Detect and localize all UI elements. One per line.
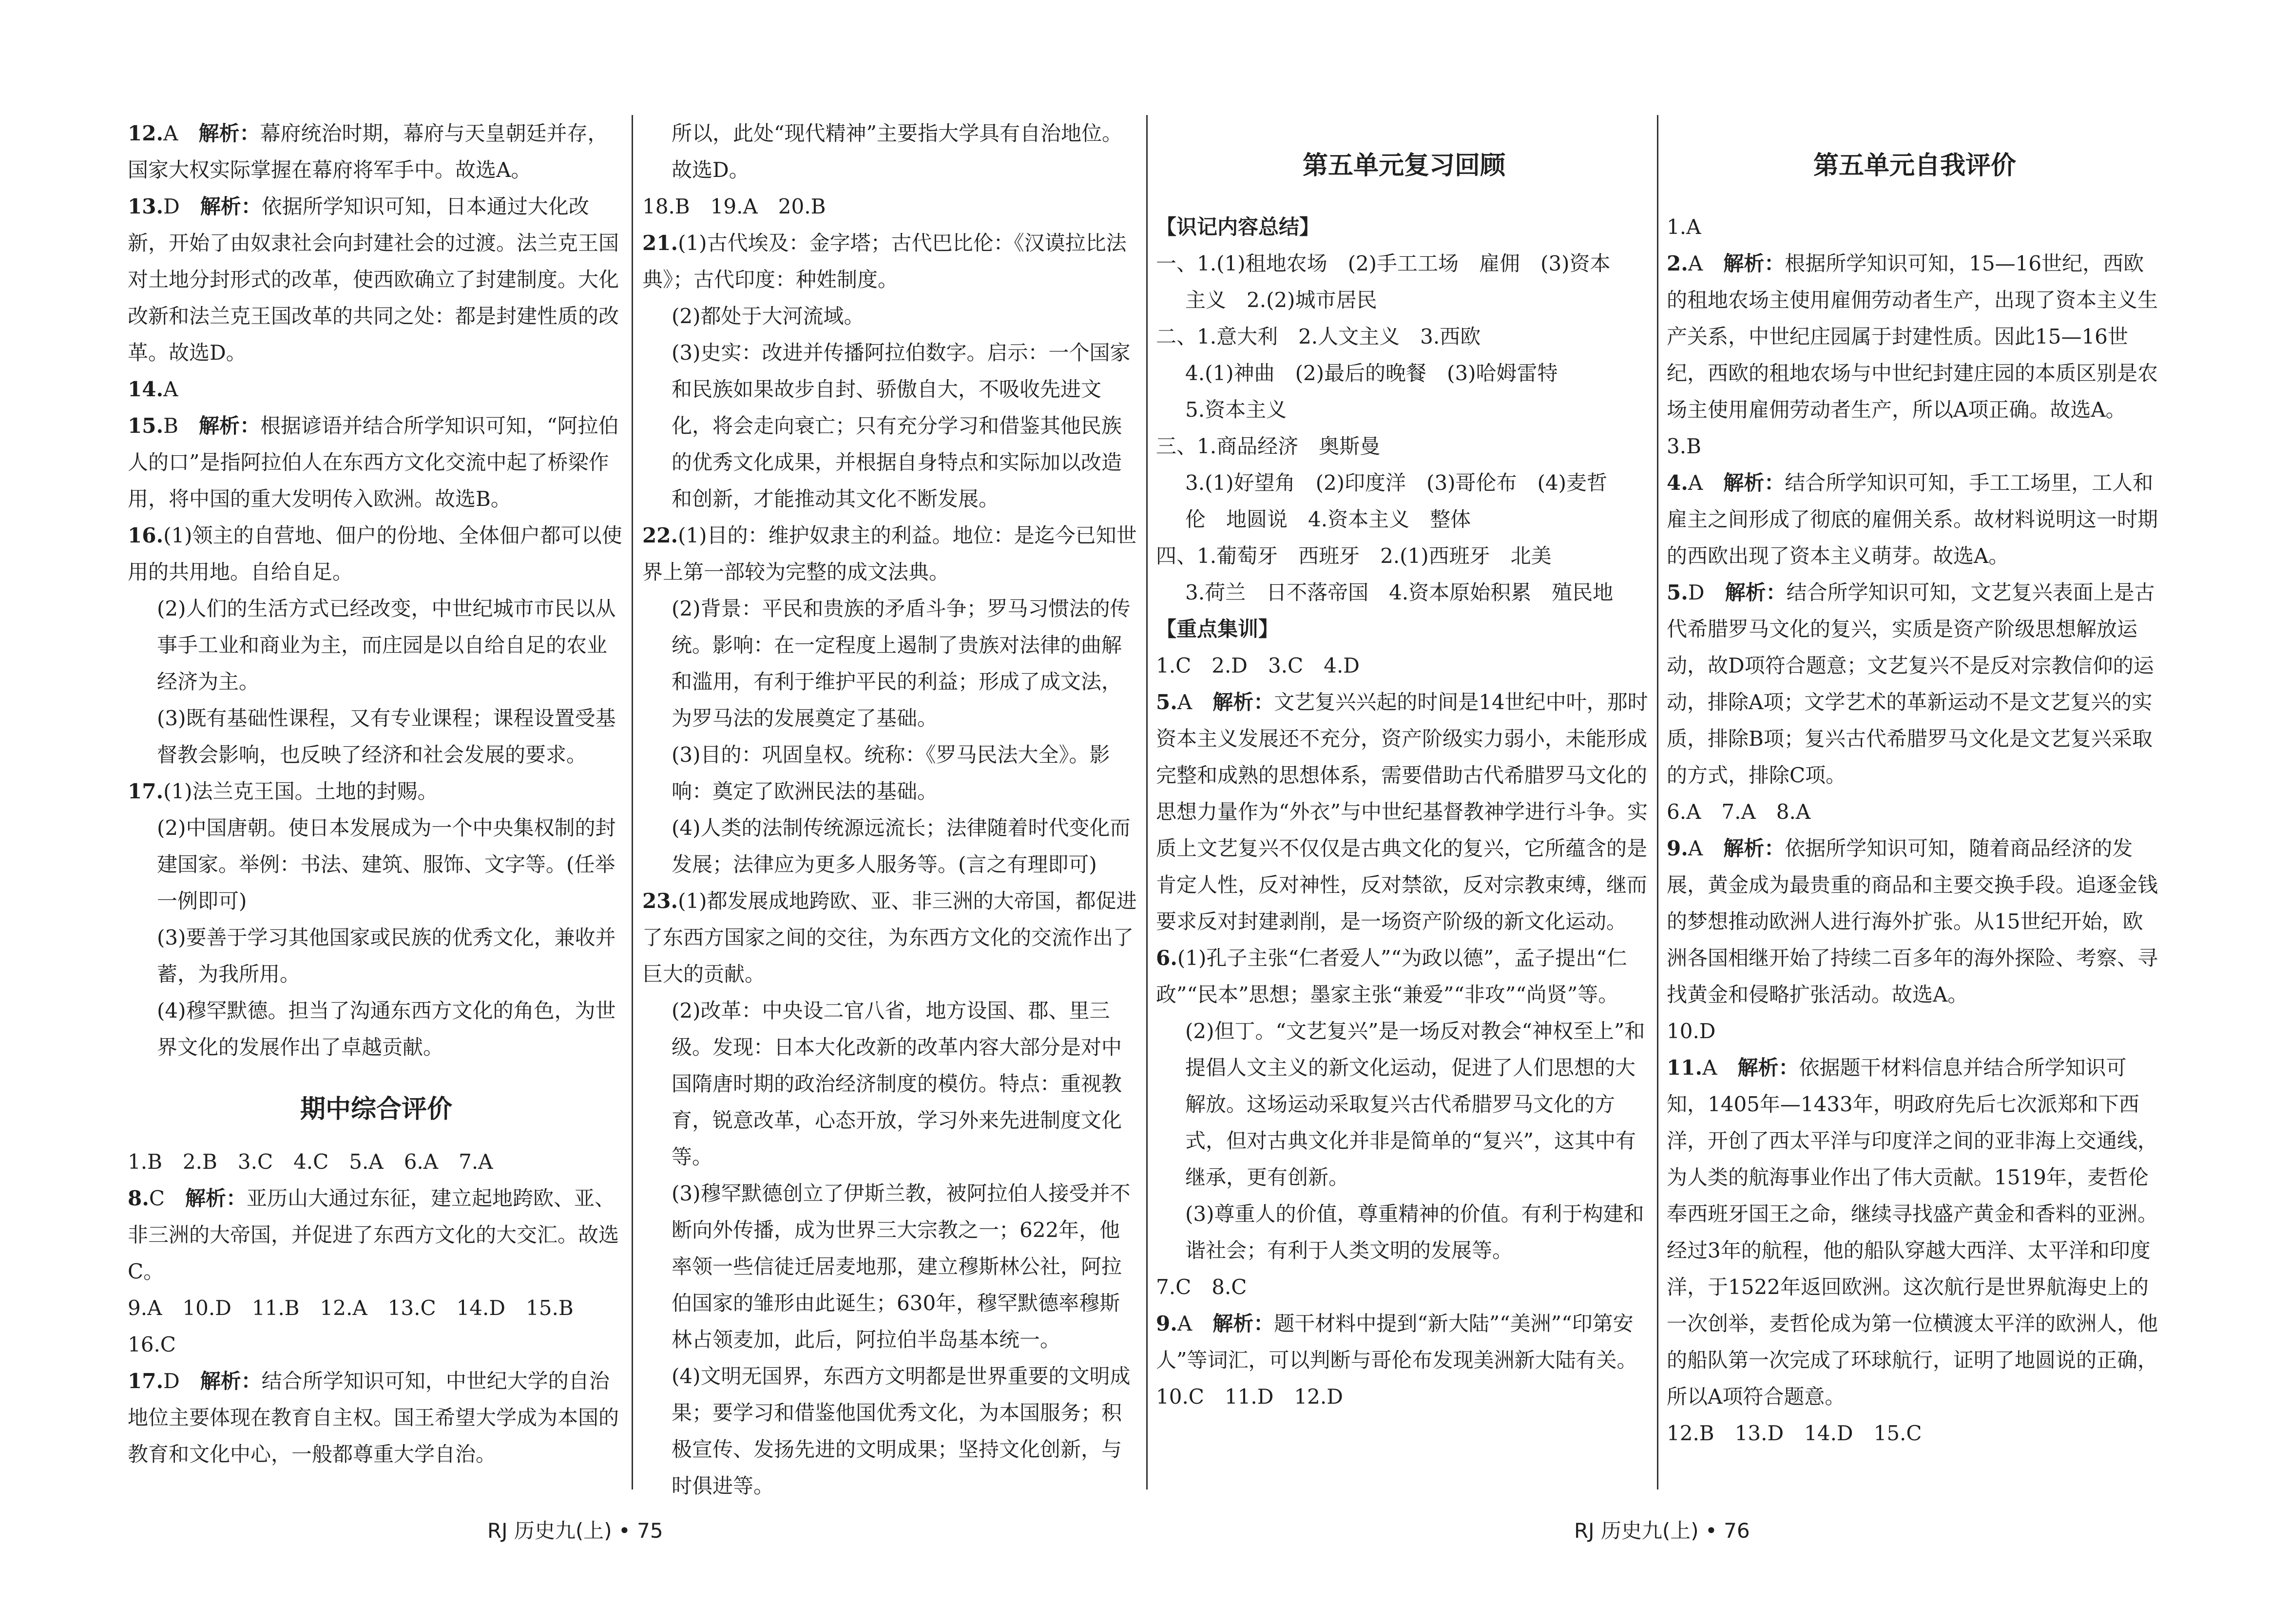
column-divider-1 [632,115,633,1489]
summary-line: 3.荷兰 日不落帝国 4.资本原始积累 殖民地 [1185,580,1614,604]
column-divider-2 [1146,115,1148,1489]
unit5-self-eval-title: 第五单元自我评价 [1813,151,2016,180]
answer-23: 23.(1)都发展成地跨欧、亚、非三洲的大帝国，都促进了东西方国家之间的交往，为东西方文化的交流作出了巨大的贡献。 [642,889,1137,986]
unit5-review-title: 第五单元复习回顾 [1302,151,1505,180]
answer-23-part-3: (3)穆罕默德创立了伊斯兰教，被阿拉伯人接受并不断向外传播，成为世界三大宗教之一；622年，他率领一些信徒迁居麦地那，建立穆斯林公社，阿拉伯国家的雏形由此诞生；630年，穆罕默德率穆斯林占领麦加，此后，阿拉伯半岛基本统一。 [672,1181,1131,1352]
midterm-answers-row-18: 18.B 19.A 20.B [642,194,826,218]
summary-line: 二、1.意大利 2.人文主义 3.西欧 [1156,325,1481,348]
answer-13: 13.D 解析：依据所学知识可知，日本通过大化改新，开始了由奴隶社会向封建社会的过渡。法兰克王国对土地分封形式的改革，使西欧确立了封建制度。大化改新和法兰克王国改革的共同之处：都是封建性质的改革。故选D。 [128,194,619,365]
training-answers-row-1: 1.C 2.D 3.C 4.D [1156,654,1360,677]
eval-answer-9: 9.A 解析：依据所学知识可知，随着商品经济的发展，黄金成为最贵重的商品和主要交换手段。追逐金钱的梦想推动欧洲人进行海外扩张。从15世纪开始，欧洲各国相继开始了持续二百多年的海外探险、考察、寻找黄金和侵略扩张活动。故选A。 [1667,836,2158,1006]
answer-16: 16.(1)领主的自营地、佃户的份地、全体佃户都可以使用的共用地。自给自足。 [128,523,622,584]
summary-line: 4.(1)神曲 (2)最后的晚餐 (3)哈姆雷特 [1185,361,1558,385]
midterm-answer-8: 8.C 解析：亚历山大通过东征，建立起地跨欧、亚、非三洲的大帝国，并促进了东西方文化的大交汇。故选C。 [128,1186,619,1283]
training-answer-6-part-2: (2)但丁。“文艺复兴”是一场反对教会“神权至上”和提倡人文主义的新文化运动，促进了人们思想的大解放。这场运动采取复兴古代希腊罗马文化的方式，但对古典文化并非是简单的“复兴”，这其中有继承，更有创新。 [1185,1019,1645,1189]
answer-23-part-4: (4)文明无国界，东西方文明都是世界重要的文明成果；要学习和借鉴他国优秀文化，为本国服务；积极宣传、发扬先进的文明成果；坚持文化创新，与时俱进等。 [672,1364,1131,1498]
training-answer-9: 9.A 解析：题干材料中提到“新大陆”“美洲”“印第安人”等词汇，可以判断与哥伦布发现美洲新大陆有关。 [1156,1312,1637,1372]
training-answers-row-2: 7.C 8.C [1156,1275,1247,1299]
eval-answer-3: 3.B [1667,434,1701,458]
answer-22-part-3: (3)目的：巩固皇权。统称：《罗马民法大全》。影响：奠定了欧洲民法的基础。 [672,743,1110,803]
answer-17-part-3: (3)要善于学习其他国家或民族的优秀文化，兼收并蓄，为我所用。 [157,926,616,986]
training-answer-5: 5.A 解析：文艺复兴兴起的时间是14世纪中叶，那时资本主义发展还不充分，资产阶级实力弱小，未能形成完整和成熟的思想体系，需要借助古代希腊罗马文化的思想力量作为“外衣”与中世纪基督教神学进行斗争。实质上文艺复兴不仅仅是古典文化的复兴，它所蕴含的是肯定人性，反对神性，反对禁欲，反对宗教束缚，继而要求反对封建剥削，是一场资产阶级的新文化运动。 [1156,690,1648,933]
eval-answer-1: 1.A [1667,215,1701,239]
midterm-answers-row-2: 9.A 10.D 11.B 12.A 13.C 14.D 15.B [128,1296,574,1320]
column-divider-3 [1657,115,1658,1489]
midterm-section-title: 期中综合评价 [300,1095,452,1124]
training-header: 【重点集训】 [1156,617,1279,641]
column-2 [642,115,1138,1504]
midterm-answer-16: 16.C [128,1333,176,1356]
column-1 [128,115,625,1472]
answer-22-part-2: (2)背景：平民和贵族的矛盾斗争；罗马习惯法的传统。影响：在一定程度上遏制了贵族对法律的曲解和滥用，有利于维护平民的利益；形成了成文法，为罗马法的发展奠定了基础。 [672,597,1131,730]
eval-answers-row-1: 6.A 7.A 8.A [1667,800,1811,824]
answer-22-part-4: (4)人类的法制传统源远流长；法律随着时代变化而发展；法律应为更多人服务等。(言之有理即可) [672,816,1131,876]
eval-answers-row-2: 12.B 13.D 14.D 15.C [1667,1421,1922,1445]
summary-header: 【识记内容总结】 [1156,215,1320,239]
summary-line: 伦 地圆说 4.资本主义 整体 [1185,507,1471,531]
answer-16-part-3: (3)既有基础性课程，又有专业课程；课程设置受基督教会影响，也反映了经济和社会发展的要求。 [157,706,616,767]
midterm-answer-17: 17.D 解析：结合所学知识可知，中世纪大学的自治地位主要体现在教育自主权。国王希望大学成为本国的教育和文化中心，一般都尊重大学自治。 [128,1369,619,1466]
summary-line: 3.(1)好望角 (2)印度洋 (3)哥伦布 (4)麦哲 [1185,471,1608,495]
answer-17-part-2: (2)中国唐朝。使日本发展成为一个中央集权制的封建国家。举例：书法、建筑、服饰、文字等。(任举一例即可) [157,816,616,913]
eval-answer-2: 2.A 解析：根据所学知识可知，15—16世纪，西欧的租地农场主使用雇佣劳动者生产，出现了资本主义生产关系，中世纪庄园属于封建性质。因此15—16世纪，西欧的租地农场与中世纪封建庄园的本质区别是农场主使用雇佣劳动者生产，所以A项正确。故选A。 [1667,251,2158,422]
summary-line: 主义 2.(2)城市居民 [1185,288,1377,312]
answer-16-part-2: (2)人们的生活方式已经改变，中世纪城市市民以从事手工业和商业为主，而庄园是以自给自足的农业经济为主。 [157,597,616,694]
training-answer-6-part-3: (3)尊重人的价值，尊重精神的价值。有利于构建和谐社会；有利于人类文明的发展等。 [1185,1202,1644,1262]
answer-21-part-3: (3)史实：改进并传播阿拉伯数字。启示：一个国家和民族如果故步自封、骄傲自大，不吸收先进文化，将会走向衰亡；只有充分学习和借鉴其他民族的优秀文化成果，并根据自身特点和实际加以改造和创新，才能推动其文化不断发展。 [672,341,1131,511]
answer-14: 14.A [128,377,178,401]
answer-22: 22.(1)目的：维护奴隶主的利益。地位：是迄今已知世界上第一部较为完整的成文法典。 [642,523,1137,584]
midterm-answers-row-1: 1.B 2.B 3.C 4.C 5.A 6.A 7.A [128,1150,493,1174]
answer-17-part-4: (4)穆罕默德。担当了沟通东西方文化的角色，为世界文化的发展作出了卓越贡献。 [157,999,616,1059]
eval-answer-4: 4.A 解析：结合所学知识可知，手工工场里，工人和雇主之间形成了彻底的雇佣关系。故材料说明这一时期的西欧出现了资本主义萌芽。故选A。 [1667,471,2158,568]
column-4 [1667,115,2163,1451]
midterm-answer-17-continued: 所以，此处“现代精神”主要指大学具有自治地位。故选D。 [672,121,1122,182]
page-footer-75: RJ 历史九(上) • 75 [487,1519,663,1543]
answer-15: 15.B 解析：根据谚语并结合所学知识可知，“阿拉伯人的口”是指阿拉伯人在东西方文化交流中起了桥梁作用，将中国的重大发明传入欧洲。故选B。 [128,414,619,511]
training-answer-6: 6.(1)孔子主张“仁者爱人”“为政以德”，孟子提出“仁政”“民本”思想；墨家主张“兼爱”“非攻”“尚贤”等。 [1156,946,1627,1006]
summary-line: 三、1.商品经济 奥斯曼 [1156,434,1381,458]
eval-answer-11: 11.A 解析：依据题干材料信息并结合所学知识可知，1405年—1433年，明政府先后七次派郑和下西洋，开创了西太平洋与印度洋之间的亚非海上交通线，为人类的航海事业作出了伟大贡献。1519年，麦哲伦奉西班牙国王之命，继续寻找盛产黄金和香料的亚洲。经过3年的航程，他的船队穿越大西洋、太平洋和印度洋，于1522年返回欧洲。这次航行是世界航海史上的一次创举，麦哲伦成为第一位横渡太平洋的欧洲人，他的船队第一次完成了环球航行，证明了地圆说的正确，所以A项符合题意。 [1667,1056,2158,1409]
eval-answer-10: 10.D [1667,1019,1716,1043]
page-footer-76: RJ 历史九(上) • 76 [1574,1519,1750,1543]
training-answers-row-3: 10.C 11.D 12.D [1156,1385,1343,1409]
summary-line: 四、1.葡萄牙 西班牙 2.(1)西班牙 北美 [1156,544,1552,568]
answer-21-part-2: (2)都处于大河流域。 [672,304,865,328]
answer-12: 12.A 解析：幕府统治时期，幕府与天皇朝廷并存，国家大权实际掌握在幕府将军手中。故选A。 [128,121,608,182]
answer-17: 17.(1)法兰克王国。土地的封赐。 [128,779,438,803]
answer-21: 21.(1)古代埃及：金字塔；古代巴比伦：《汉谟拉比法典》；古代印度：种姓制度。 [642,231,1127,291]
summary-line: 5.资本主义 [1185,398,1287,422]
answer-23-part-2: (2)改革：中央设二官八省，地方设国、郡、里三级。发现：日本大化改新的改革内容大部分是对中国隋唐时期的政治经济制度的模仿。特点：重视教育，锐意改革，心态开放，学习外来先进制度文化等。 [672,999,1122,1169]
eval-answer-5: 5.D 解析：结合所学知识可知，文艺复兴表面上是古代希腊罗马文化的复兴，实质是资产阶级思想解放运动，故D项符合题意；文艺复兴不是反对宗教信仰的运动，排除A项；文学艺术的革新运动不是文艺复兴的实质，排除B项；复兴古代希腊罗马文化是文艺复兴采取的方式，排除C项。 [1667,580,2155,787]
column-3 [1156,115,1652,1415]
summary-line: 一、1.(1)租地农场 (2)手工工场 雇佣 (3)资本 [1156,251,1611,275]
